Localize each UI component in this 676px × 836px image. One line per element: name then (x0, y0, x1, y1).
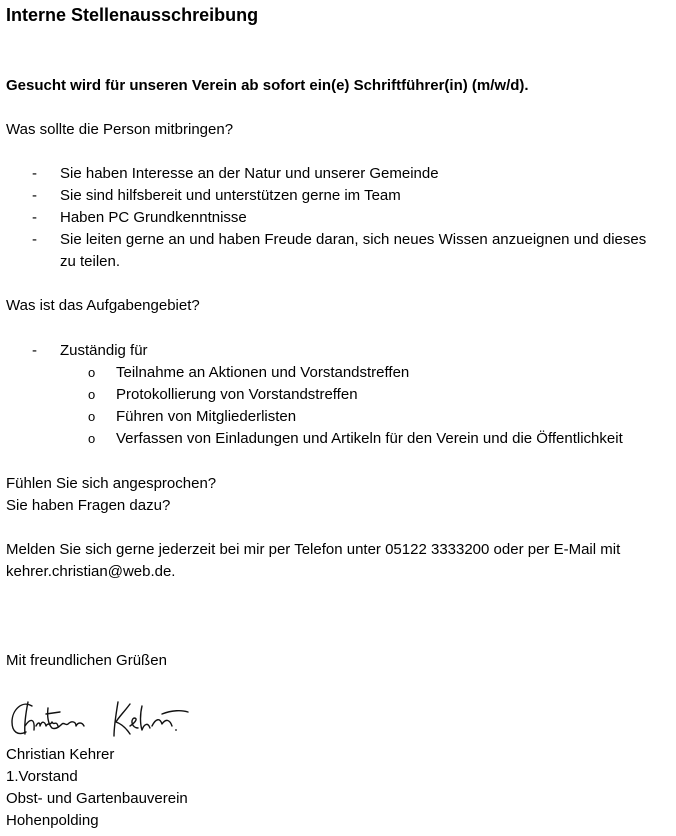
sub-list-item (6, 406, 670, 428)
list-item-text: Zuständig für (60, 342, 148, 359)
handwritten-signature-icon (2, 696, 192, 744)
sender-name: Christian Kehrer (6, 746, 115, 763)
sub-list-item-text: Protokollierung von Vorstandstreffen (116, 386, 358, 403)
list-item (6, 185, 670, 207)
list-item (6, 163, 670, 185)
sub-list-item (6, 362, 670, 384)
requirements-question: Was sollte die Person mitbringen? (6, 121, 234, 138)
list-item (6, 207, 670, 229)
sender-place: Hohenpolding (6, 812, 99, 829)
dash-bullet-icon: - (32, 187, 37, 204)
contact-line-1: Melden Sie sich gerne jederzeit bei mir per Telefon unter 05122 3333200 oder per E-Mail mit (6, 541, 621, 558)
tasks-question: Was ist das Aufgabengebiet? (6, 297, 200, 314)
sub-list-item-text: Verfassen von Einladungen und Artikeln für den Verein und die Öffentlichkeit (116, 430, 623, 447)
sender-role: 1.Vorstand (6, 768, 78, 785)
circle-bullet-icon: o (88, 387, 96, 402)
circle-bullet-icon: o (88, 365, 96, 380)
greeting: Mit freundlichen Grüßen (6, 652, 167, 669)
dash-bullet-icon: - (32, 231, 37, 248)
closing-question-1: Fühlen Sie sich angesprochen? (6, 475, 217, 492)
circle-bullet-icon: o (88, 409, 96, 424)
sub-list-item-text: Führen von Mitgliederlisten (116, 408, 297, 425)
list-item (6, 340, 670, 362)
tasks-list (6, 340, 670, 450)
closing-question-2: Sie haben Fragen dazu? (6, 497, 171, 514)
requirements-list (6, 163, 670, 273)
sub-list-item (6, 428, 670, 450)
job-headline: Gesucht wird für unseren Verein ab sofort ein(e) Schriftführer(in) (m/w/d). (6, 77, 529, 94)
list-item-text: Sie sind hilfsbereit und unterstützen gerne im Team (60, 187, 401, 204)
list-item-text: Haben PC Grundkenntnisse (60, 209, 247, 226)
circle-bullet-icon: o (88, 431, 96, 446)
sender-org: Obst- und Gartenbauverein (6, 790, 188, 807)
contact-line-2: kehrer.christian@web.de. (6, 563, 176, 580)
list-item-text: Sie leiten gerne an und haben Freude daran, sich neues Wissen anzueignen und dieses zu teilen. (60, 231, 647, 270)
sub-list-item (6, 384, 670, 406)
document-title: Interne Stellenausschreibung (6, 5, 259, 25)
list-item (6, 229, 670, 273)
list-item-text: Sie haben Interesse an der Natur und unserer Gemeinde (60, 165, 439, 182)
dash-bullet-icon: - (32, 209, 37, 226)
dash-bullet-icon: - (32, 342, 37, 359)
sub-list-item-text: Teilnahme an Aktionen und Vorstandstreffen (116, 364, 410, 381)
dash-bullet-icon: - (32, 165, 37, 182)
